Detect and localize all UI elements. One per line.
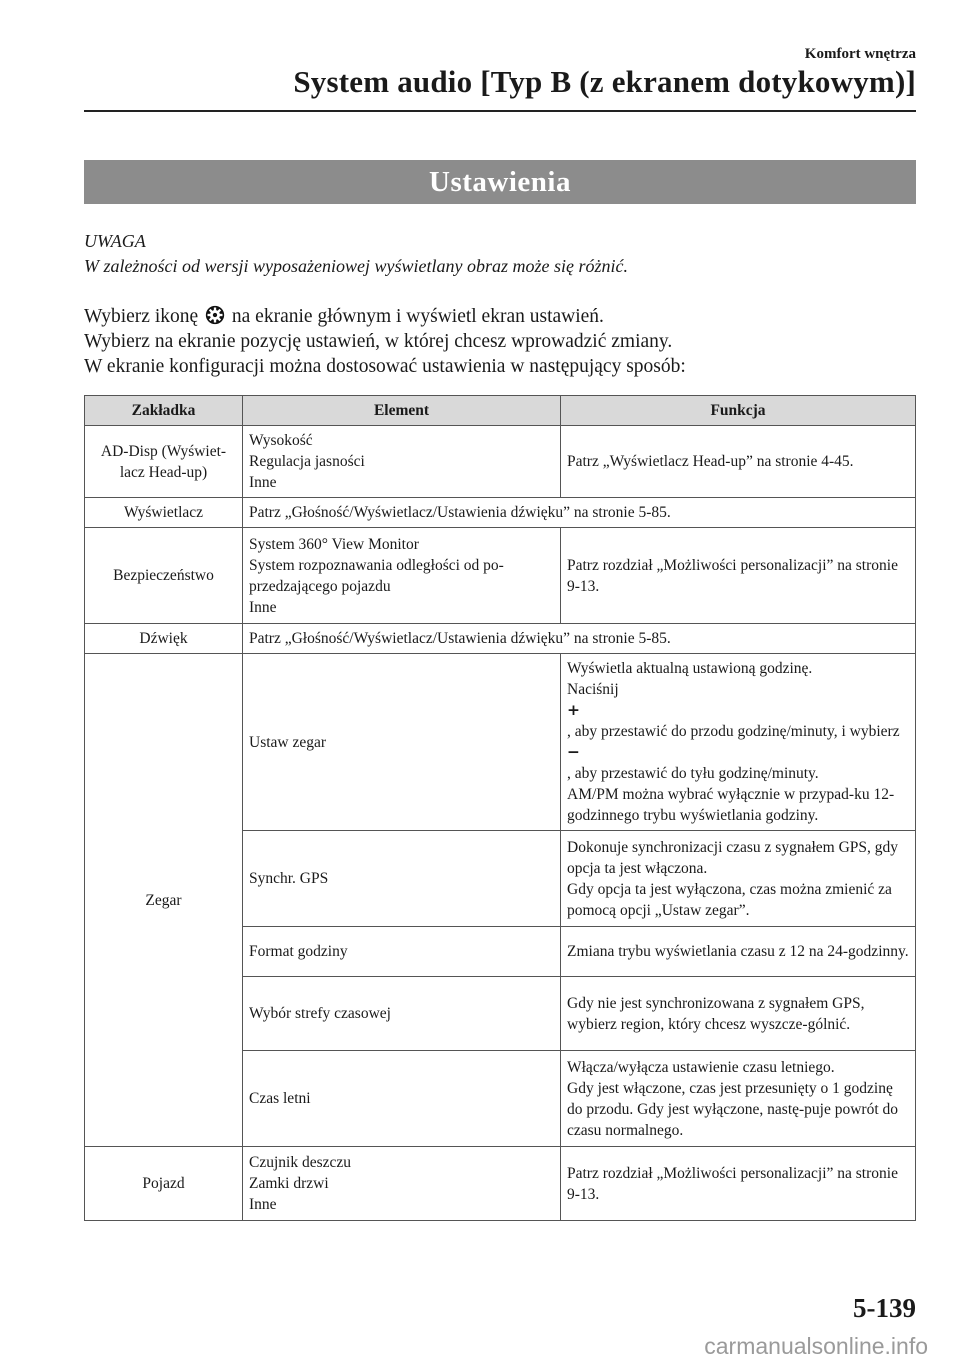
function-line: Dokonuje synchronizacji czasu z sygnałem GPS, gdy opcja ta jest włączona. — [567, 838, 899, 877]
section-banner — [84, 160, 916, 204]
element-cell: Format godziny — [243, 927, 561, 977]
function-cell: Zmiana trybu wyświetlania czasu z 12 na 24-godzinny. — [561, 927, 916, 977]
element-cell: Czas letni — [243, 1051, 561, 1147]
intro-line-1 — [84, 304, 914, 329]
function-cell: Patrz rozdział „Możliwości personalizacji” na stronie 9-13. — [561, 1147, 916, 1221]
tab-cell: Pojazd — [85, 1147, 243, 1221]
function-cell — [561, 654, 916, 831]
element-cell — [243, 528, 561, 624]
tab-cell: Wyświetlacz — [85, 498, 243, 528]
element-item: System 360° View Monitor — [249, 535, 419, 553]
page-title: System audio [Typ B (z ekranem dotykowym)] — [293, 64, 916, 99]
element-item: System rozpoznawania odległości od po-przedzającego pojazdu — [249, 556, 504, 595]
function-line: Gdy opcja ta jest wyłączona, czas można zmienić za pomocą opcji „Ustaw zegar”. — [567, 880, 892, 919]
element-item: Czujnik deszczu — [249, 1154, 352, 1171]
function-cell — [561, 831, 916, 927]
function-text: , aby przestawić do tyłu godzinę/minuty. — [567, 765, 819, 782]
element-item: Zamki drzwi — [249, 1175, 329, 1192]
element-cell: Synchr. GPS — [243, 831, 561, 927]
intro-line-3: W ekranie konfiguracji można dostosować ustawienia w następujący sposób: — [84, 356, 686, 377]
note-text: W zależności od wersji wyposażeniowej wyświetlany obraz może się różnić. — [84, 256, 628, 276]
minus-icon: − — [567, 743, 580, 761]
table-row — [85, 528, 916, 624]
page-number: 5-139 — [853, 1293, 916, 1323]
element-item: Wysokość — [249, 432, 313, 449]
watermark-link[interactable]: carmanualsonline.info — [704, 1333, 928, 1359]
section-title: Ustawienia — [429, 165, 571, 198]
table-row — [85, 624, 916, 654]
element-cell — [243, 426, 561, 498]
settings-gear-icon — [205, 305, 225, 325]
tab-cell: Bezpieczeństwo — [85, 528, 243, 624]
tab-cell: Dźwięk — [85, 624, 243, 654]
header-function: Funkcja — [561, 396, 916, 426]
header-element: Element — [243, 396, 561, 426]
function-cell: Patrz „Głośność/Wyświetlacz/Ustawienia dźwięku” na stronie 5-85. — [243, 624, 916, 654]
settings-table — [84, 395, 916, 1221]
element-item: Inne — [249, 474, 277, 491]
function-text: , aby przestawić do przodu godzinę/minuty, i wybierz — [567, 723, 900, 740]
note-title: UWAGA — [84, 231, 146, 251]
function-line: Gdy jest włączone, czas jest przesunięty o 1 godzinę do przodu. Gdy jest wyłączone, nastę-puje powrót do czasu normalnego. — [567, 1079, 899, 1139]
element-item: Inne — [249, 598, 277, 616]
tab-cell: Zegar — [85, 654, 243, 1147]
table-row — [85, 426, 916, 498]
function-line — [567, 679, 909, 784]
element-cell: Wybór strefy czasowej — [243, 977, 561, 1051]
intro-line-1-end: na ekranie głównym i wyświetl ekran ustawień. — [231, 306, 604, 327]
table-header-row — [85, 396, 916, 426]
function-text: Naciśnij — [567, 681, 619, 698]
function-line: Włącza/wyłącza ustawienie czasu letniego. — [567, 1058, 835, 1076]
function-cell — [561, 1051, 916, 1147]
intro-line-2: Wybierz na ekranie pozycję ustawień, w której chcesz wprowadzić zmiany. — [84, 331, 673, 352]
plus-icon: + — [567, 701, 580, 719]
function-cell: Patrz rozdział „Możliwości personalizacji” na stronie 9-13. — [561, 528, 916, 624]
element-item: Inne — [249, 1196, 277, 1213]
table-row — [85, 654, 916, 831]
function-line: AM/PM można wybrać wyłącznie w przypad-ku 12-godzinnego trybu wyświetlania godziny. — [567, 786, 895, 824]
element-item: Regulacja jasności — [249, 453, 365, 470]
header-tab: Zakładka — [85, 396, 243, 426]
function-cell: Gdy nie jest synchronizowana z sygnałem GPS, wybierz region, który chcesz wyszcze-gólnić. — [561, 977, 916, 1051]
intro-line-1-start: Wybierz ikonę — [84, 306, 199, 327]
element-cell: Ustaw zegar — [243, 654, 561, 831]
header-divider — [84, 110, 916, 112]
function-cell: Patrz „Wyświetlacz Head-up” na stronie 4-45. — [561, 426, 916, 498]
table-row — [85, 498, 916, 528]
table-row — [85, 1147, 916, 1221]
element-cell — [243, 1147, 561, 1221]
chapter-label: Komfort wnętrza — [804, 46, 916, 62]
function-line: Wyświetla aktualną ustawioną godzinę. — [567, 660, 813, 677]
function-cell: Patrz „Głośność/Wyświetlacz/Ustawienia dźwięku” na stronie 5-85. — [243, 498, 916, 528]
intro-text — [84, 304, 914, 379]
tab-cell: AD-Disp (Wyświet-lacz Head-up) — [85, 426, 243, 498]
